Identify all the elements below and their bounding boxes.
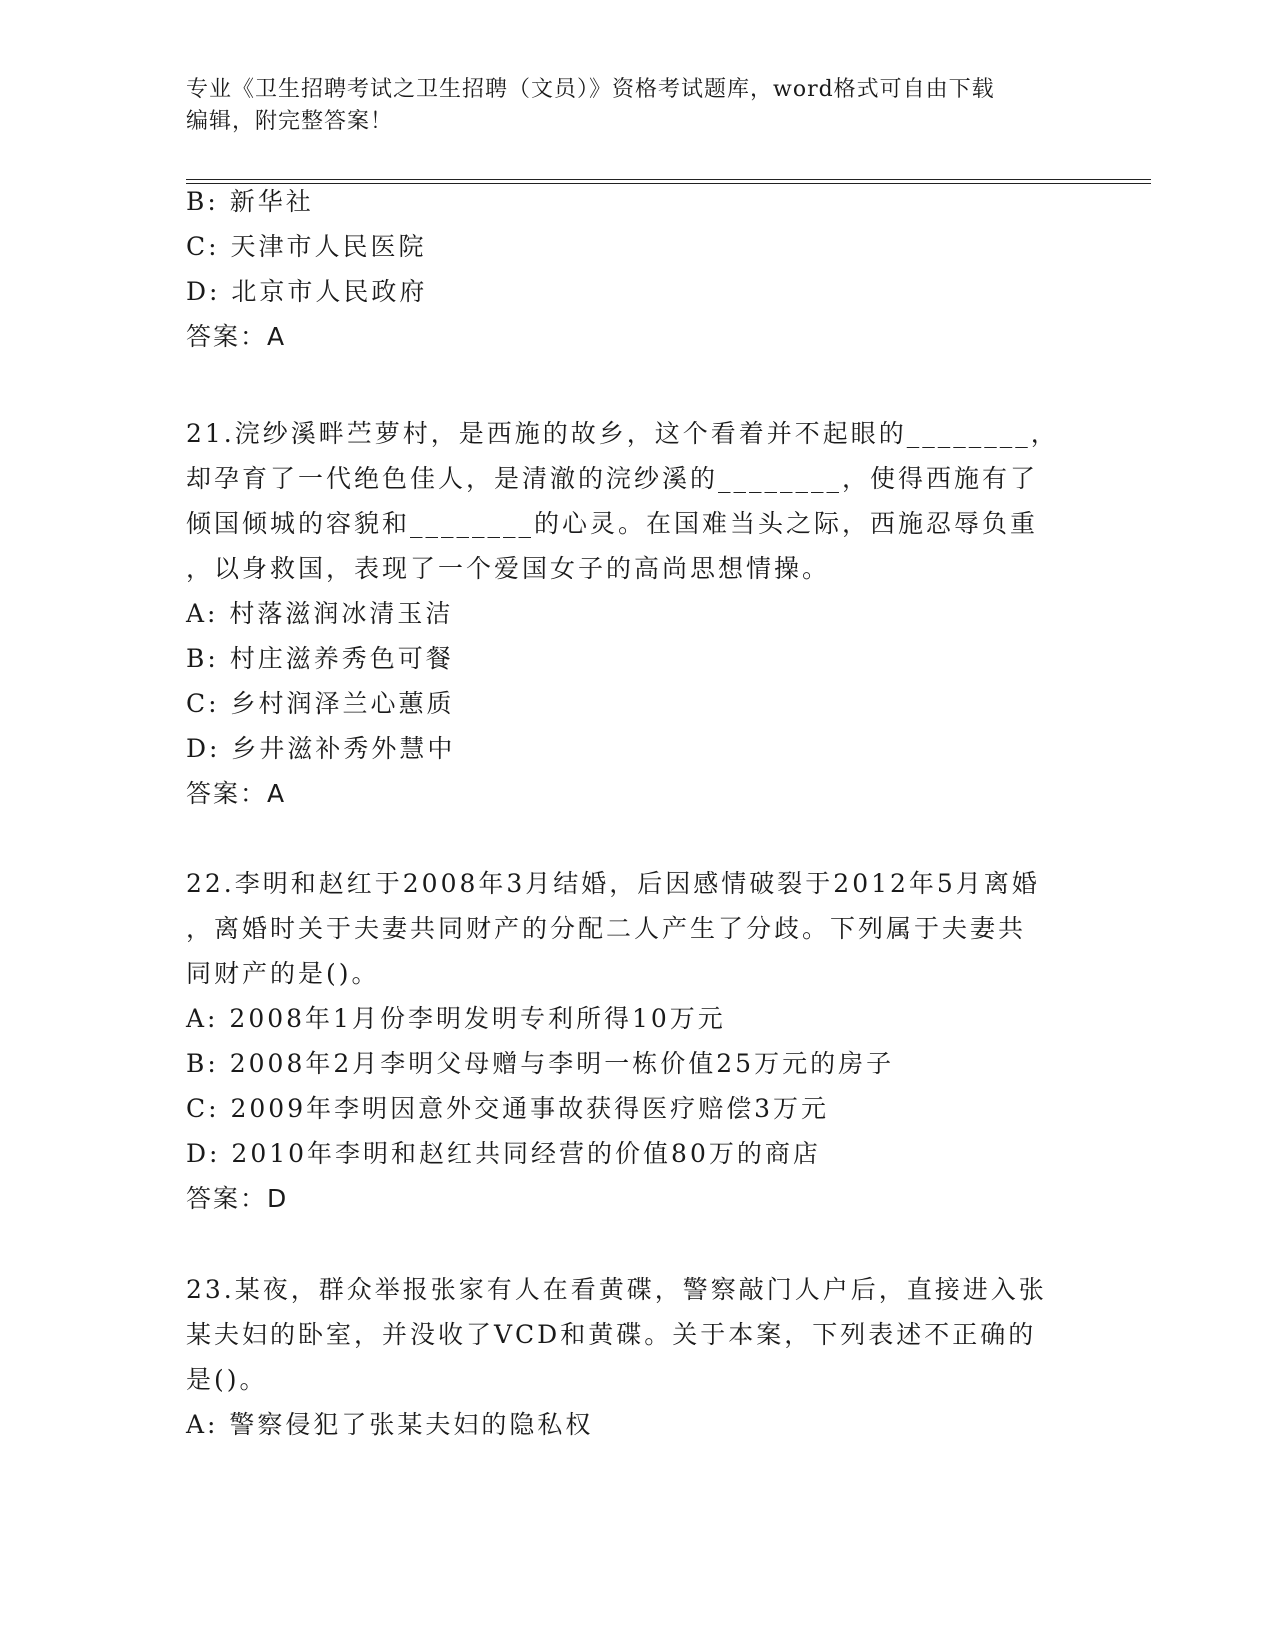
option-b: B: 2008年2月李明父母赠与李明一栋价值25万元的房子 — [186, 1049, 895, 1078]
option-d: D: 北京市人民政府 — [186, 277, 428, 306]
header-divider-bottom — [186, 183, 1151, 184]
question-text-line: ，离婚时关于夫妻共同财产的分配二人产生了分歧。下列属于夫妻共 — [186, 914, 1027, 943]
question-text-line: ，以身救国，表现了一个爱国女子的高尚思想情操。 — [186, 554, 831, 583]
question-text-line: 21.浣纱溪畔苎萝村，是西施的故乡，这个看着并不起眼的________， — [186, 419, 1059, 448]
question-text-line: 是()。 — [186, 1365, 268, 1394]
option-c: C: 天津市人民医院 — [186, 232, 427, 261]
option-c: C: 乡村润泽兰心蕙质 — [186, 689, 455, 718]
option-a: A: 警察侵犯了张某夫妇的隐私权 — [186, 1410, 594, 1439]
option-d: D: 乡井滋补秀外慧中 — [186, 734, 456, 763]
question-text-line: 某夫妇的卧室，并没收了VCD和黄碟。关于本案，下列表述不正确的 — [186, 1320, 1037, 1349]
question-text-line: 23.某夜，群众举报张家有人在看黄碟，警察敲门人户后，直接进入张 — [186, 1275, 1047, 1304]
document-header — [186, 74, 1086, 138]
answer-line: 答案：A — [186, 779, 287, 808]
question-text-line: 倾国倾城的容貌和________的心灵。在国难当头之际，西施忍辱负重 — [186, 509, 1039, 538]
option-a: A: 村落滋润冰清玉洁 — [186, 599, 454, 628]
option-b: B: 新华社 — [186, 187, 314, 216]
header-line-2: 编辑，附完整答案！ — [186, 109, 394, 134]
answer-line: 答案：A — [186, 322, 287, 351]
header-divider-top — [186, 179, 1151, 180]
question-text-line: 22.李明和赵红于2008年3月结婚，后因感情破裂于2012年5月离婚 — [186, 869, 1040, 898]
option-d: D: 2010年李明和赵红共同经营的价值80万的商店 — [186, 1139, 821, 1168]
option-a: A: 2008年1月份李明发明专利所得10万元 — [186, 1004, 726, 1033]
header-line-1: 专业《卫生招聘考试之卫生招聘（文员）》资格考试题库，word格式可自由下载 — [186, 77, 995, 102]
question-text-line: 同财产的是()。 — [186, 959, 380, 988]
question-text-line: 却孕育了一代绝色佳人，是清澈的浣纱溪的________，使得西施有了 — [186, 464, 1039, 493]
option-b: B: 村庄滋养秀色可餐 — [186, 644, 454, 673]
answer-line: 答案：D — [186, 1184, 289, 1213]
option-c: C: 2009年李明因意外交通事故获得医疗赔偿3万元 — [186, 1094, 830, 1123]
